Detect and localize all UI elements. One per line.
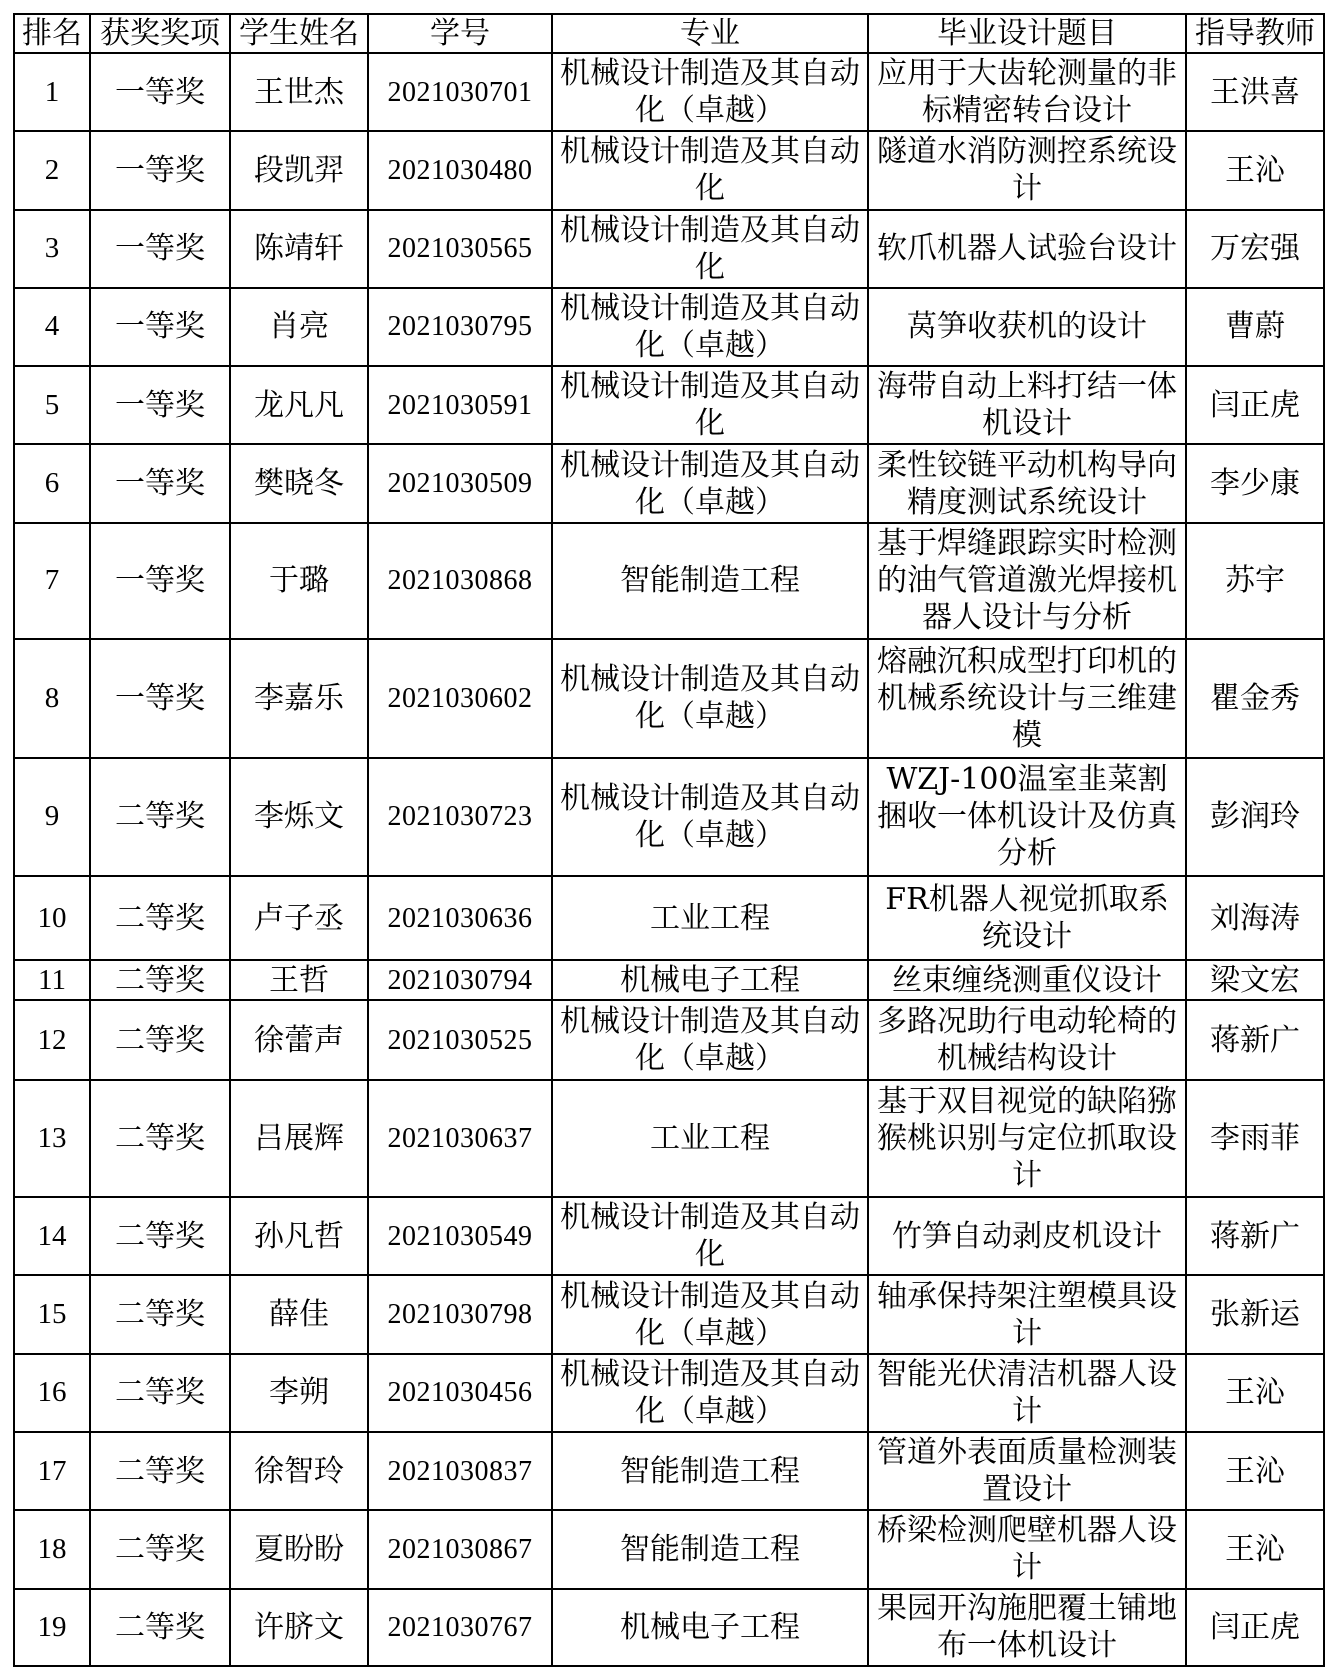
advisor-cell: 彭润玲 — [1186, 758, 1324, 876]
table-row — [14, 366, 1324, 444]
student-id-cell: 2021030837 — [368, 1432, 552, 1510]
advisor-cell: 梁文宏 — [1186, 960, 1324, 1000]
student-id-cell: 2021030798 — [368, 1275, 552, 1353]
major-cell: 机械设计制造及其自动化（卓越） — [552, 758, 868, 876]
thesis-topic-cell: 桥梁检测爬壁机器人设计 — [868, 1510, 1186, 1588]
advisor-cell: 瞿金秀 — [1186, 639, 1324, 757]
rank-cell: 16 — [14, 1354, 90, 1432]
thesis-topic-cell: 莴笋收获机的设计 — [868, 288, 1186, 366]
rank-cell: 19 — [14, 1589, 90, 1666]
table-row — [14, 1080, 1324, 1197]
advisor-cell: 万宏强 — [1186, 210, 1324, 288]
student-name-cell: 吕展辉 — [230, 1080, 368, 1197]
major-cell: 机械设计制造及其自动化（卓越） — [552, 1354, 868, 1432]
student-id-cell: 2021030480 — [368, 131, 552, 209]
thesis-topic-cell: 果园开沟施肥覆土铺地布一体机设计 — [868, 1589, 1186, 1666]
rank-cell: 14 — [14, 1197, 90, 1275]
award-cell: 二等奖 — [90, 1589, 230, 1666]
rank-cell: 6 — [14, 444, 90, 522]
table-row — [14, 639, 1324, 757]
table-row — [14, 210, 1324, 288]
student-name-cell: 徐智玲 — [230, 1432, 368, 1510]
table-row — [14, 131, 1324, 209]
header-award: 获奖奖项 — [90, 14, 230, 53]
major-cell: 智能制造工程 — [552, 523, 868, 639]
table-row — [14, 288, 1324, 366]
major-cell: 机械设计制造及其自动化 — [552, 1197, 868, 1275]
thesis-topic-cell: 应用于大齿轮测量的非标精密转台设计 — [868, 53, 1186, 131]
rank-cell: 5 — [14, 366, 90, 444]
header-row — [14, 14, 1324, 53]
major-cell: 智能制造工程 — [552, 1432, 868, 1510]
major-cell: 机械设计制造及其自动化（卓越） — [552, 639, 868, 757]
student-name-cell: 王哲 — [230, 960, 368, 1000]
major-cell: 工业工程 — [552, 1080, 868, 1197]
student-name-cell: 肖亮 — [230, 288, 368, 366]
thesis-topic-cell: 管道外表面质量检测装置设计 — [868, 1432, 1186, 1510]
header-rank: 排名 — [14, 14, 90, 53]
advisor-cell: 王沁 — [1186, 1432, 1324, 1510]
award-cell: 一等奖 — [90, 131, 230, 209]
rank-cell: 17 — [14, 1432, 90, 1510]
student-id-cell: 2021030509 — [368, 444, 552, 522]
thesis-topic-cell: 智能光伏清洁机器人设计 — [868, 1354, 1186, 1432]
advisor-cell: 蒋新广 — [1186, 1197, 1324, 1275]
student-id-cell: 2021030794 — [368, 960, 552, 1000]
table-row — [14, 1197, 1324, 1275]
student-name-cell: 李烁文 — [230, 758, 368, 876]
rank-cell: 15 — [14, 1275, 90, 1353]
student-name-cell: 孙凡哲 — [230, 1197, 368, 1275]
major-cell: 机械设计制造及其自动化 — [552, 131, 868, 209]
award-cell: 一等奖 — [90, 288, 230, 366]
award-cell: 二等奖 — [90, 1080, 230, 1197]
rank-cell: 18 — [14, 1510, 90, 1588]
rank-cell: 1 — [14, 53, 90, 131]
thesis-topic-cell: FR机器人视觉抓取系统设计 — [868, 876, 1186, 960]
major-cell: 机械设计制造及其自动化（卓越） — [552, 444, 868, 522]
header-student-name: 学生姓名 — [230, 14, 368, 53]
student-id-cell: 2021030701 — [368, 53, 552, 131]
student-name-cell: 许脐文 — [230, 1589, 368, 1666]
header-major: 专业 — [552, 14, 868, 53]
student-id-cell: 2021030868 — [368, 523, 552, 639]
thesis-topic-cell: 海带自动上料打结一体机设计 — [868, 366, 1186, 444]
award-cell: 二等奖 — [90, 876, 230, 960]
student-name-cell: 陈靖轩 — [230, 210, 368, 288]
award-cell: 一等奖 — [90, 523, 230, 639]
student-name-cell: 李嘉乐 — [230, 639, 368, 757]
student-id-cell: 2021030767 — [368, 1589, 552, 1666]
advisor-cell: 李雨菲 — [1186, 1080, 1324, 1197]
student-name-cell: 于璐 — [230, 523, 368, 639]
thesis-topic-cell: 基于双目视觉的缺陷猕猴桃识别与定位抓取设计 — [868, 1080, 1186, 1197]
advisor-cell: 曹蔚 — [1186, 288, 1324, 366]
table-row — [14, 1510, 1324, 1588]
thesis-topic-cell: 熔融沉积成型打印机的机械系统设计与三维建模 — [868, 639, 1186, 757]
header-advisor: 指导教师 — [1186, 14, 1324, 53]
advisor-cell: 李少康 — [1186, 444, 1324, 522]
table-row — [14, 1432, 1324, 1510]
award-cell: 二等奖 — [90, 1000, 230, 1079]
student-id-cell: 2021030795 — [368, 288, 552, 366]
major-cell: 机械设计制造及其自动化 — [552, 210, 868, 288]
award-cell: 二等奖 — [90, 1510, 230, 1588]
major-cell: 工业工程 — [552, 876, 868, 960]
advisor-cell: 王沁 — [1186, 1354, 1324, 1432]
major-cell: 智能制造工程 — [552, 1510, 868, 1588]
student-name-cell: 王世杰 — [230, 53, 368, 131]
award-cell: 二等奖 — [90, 1354, 230, 1432]
advisor-cell: 刘海涛 — [1186, 876, 1324, 960]
student-id-cell: 2021030602 — [368, 639, 552, 757]
student-name-cell: 段凯羿 — [230, 131, 368, 209]
student-id-cell: 2021030456 — [368, 1354, 552, 1432]
award-cell: 一等奖 — [90, 444, 230, 522]
student-name-cell: 卢子丞 — [230, 876, 368, 960]
student-id-cell: 2021030636 — [368, 876, 552, 960]
major-cell: 机械电子工程 — [552, 960, 868, 1000]
thesis-topic-cell: 基于焊缝跟踪实时检测的油气管道激光焊接机器人设计与分析 — [868, 523, 1186, 639]
rank-cell: 7 — [14, 523, 90, 639]
major-cell: 机械设计制造及其自动化（卓越） — [552, 1275, 868, 1353]
award-cell: 一等奖 — [90, 53, 230, 131]
student-name-cell: 樊晓冬 — [230, 444, 368, 522]
advisor-cell: 蒋新广 — [1186, 1000, 1324, 1079]
award-cell: 一等奖 — [90, 639, 230, 757]
header-student-id: 学号 — [368, 14, 552, 53]
thesis-topic-cell: 丝束缠绕测重仪设计 — [868, 960, 1186, 1000]
table-row — [14, 444, 1324, 522]
advisor-cell: 王洪喜 — [1186, 53, 1324, 131]
advisor-cell: 张新运 — [1186, 1275, 1324, 1353]
award-cell: 一等奖 — [90, 210, 230, 288]
thesis-topic-cell: 轴承保持架注塑模具设计 — [868, 1275, 1186, 1353]
award-cell: 一等奖 — [90, 366, 230, 444]
award-cell: 二等奖 — [90, 1432, 230, 1510]
award-cell: 二等奖 — [90, 758, 230, 876]
rank-cell: 10 — [14, 876, 90, 960]
student-name-cell: 龙凡凡 — [230, 366, 368, 444]
rank-cell: 9 — [14, 758, 90, 876]
student-id-cell: 2021030723 — [368, 758, 552, 876]
rank-cell: 4 — [14, 288, 90, 366]
student-name-cell: 李朔 — [230, 1354, 368, 1432]
major-cell: 机械设计制造及其自动化（卓越） — [552, 1000, 868, 1079]
table-row — [14, 1275, 1324, 1353]
major-cell: 机械电子工程 — [552, 1589, 868, 1666]
table-row — [14, 960, 1324, 1000]
student-id-cell: 2021030867 — [368, 1510, 552, 1588]
advisor-cell: 王沁 — [1186, 1510, 1324, 1588]
thesis-topic-cell: 多路况助行电动轮椅的机械结构设计 — [868, 1000, 1186, 1079]
student-id-cell: 2021030525 — [368, 1000, 552, 1079]
advisor-cell: 王沁 — [1186, 131, 1324, 209]
thesis-topic-cell: 软爪机器人试验台设计 — [868, 210, 1186, 288]
student-id-cell: 2021030591 — [368, 366, 552, 444]
student-name-cell: 夏盼盼 — [230, 1510, 368, 1588]
table-row — [14, 523, 1324, 639]
rank-cell: 11 — [14, 960, 90, 1000]
table-row — [14, 1000, 1324, 1079]
table-row — [14, 53, 1324, 131]
thesis-topic-cell: WZJ-100温室韭菜割捆收一体机设计及仿真分析 — [868, 758, 1186, 876]
table-row — [14, 1354, 1324, 1432]
rank-cell: 2 — [14, 131, 90, 209]
major-cell: 机械设计制造及其自动化（卓越） — [552, 288, 868, 366]
advisor-cell: 闫正虎 — [1186, 366, 1324, 444]
table-row — [14, 1589, 1324, 1666]
student-id-cell: 2021030637 — [368, 1080, 552, 1197]
rank-cell: 8 — [14, 639, 90, 757]
rank-cell: 3 — [14, 210, 90, 288]
major-cell: 机械设计制造及其自动化 — [552, 366, 868, 444]
advisor-cell: 闫正虎 — [1186, 1589, 1324, 1666]
student-name-cell: 薛佳 — [230, 1275, 368, 1353]
major-cell: 机械设计制造及其自动化（卓越） — [552, 53, 868, 131]
rank-cell: 13 — [14, 1080, 90, 1197]
thesis-topic-cell: 竹笋自动剥皮机设计 — [868, 1197, 1186, 1275]
advisor-cell: 苏宇 — [1186, 523, 1324, 639]
student-id-cell: 2021030549 — [368, 1197, 552, 1275]
rank-cell: 12 — [14, 1000, 90, 1079]
award-table — [13, 13, 1325, 1667]
header-thesis-topic: 毕业设计题目 — [868, 14, 1186, 53]
student-id-cell: 2021030565 — [368, 210, 552, 288]
thesis-topic-cell: 隧道水消防测控系统设计 — [868, 131, 1186, 209]
thesis-topic-cell: 柔性铰链平动机构导向精度测试系统设计 — [868, 444, 1186, 522]
award-cell: 二等奖 — [90, 1275, 230, 1353]
award-cell: 二等奖 — [90, 1197, 230, 1275]
table-row — [14, 758, 1324, 876]
award-cell: 二等奖 — [90, 960, 230, 1000]
table-row — [14, 876, 1324, 960]
student-name-cell: 徐蕾声 — [230, 1000, 368, 1079]
